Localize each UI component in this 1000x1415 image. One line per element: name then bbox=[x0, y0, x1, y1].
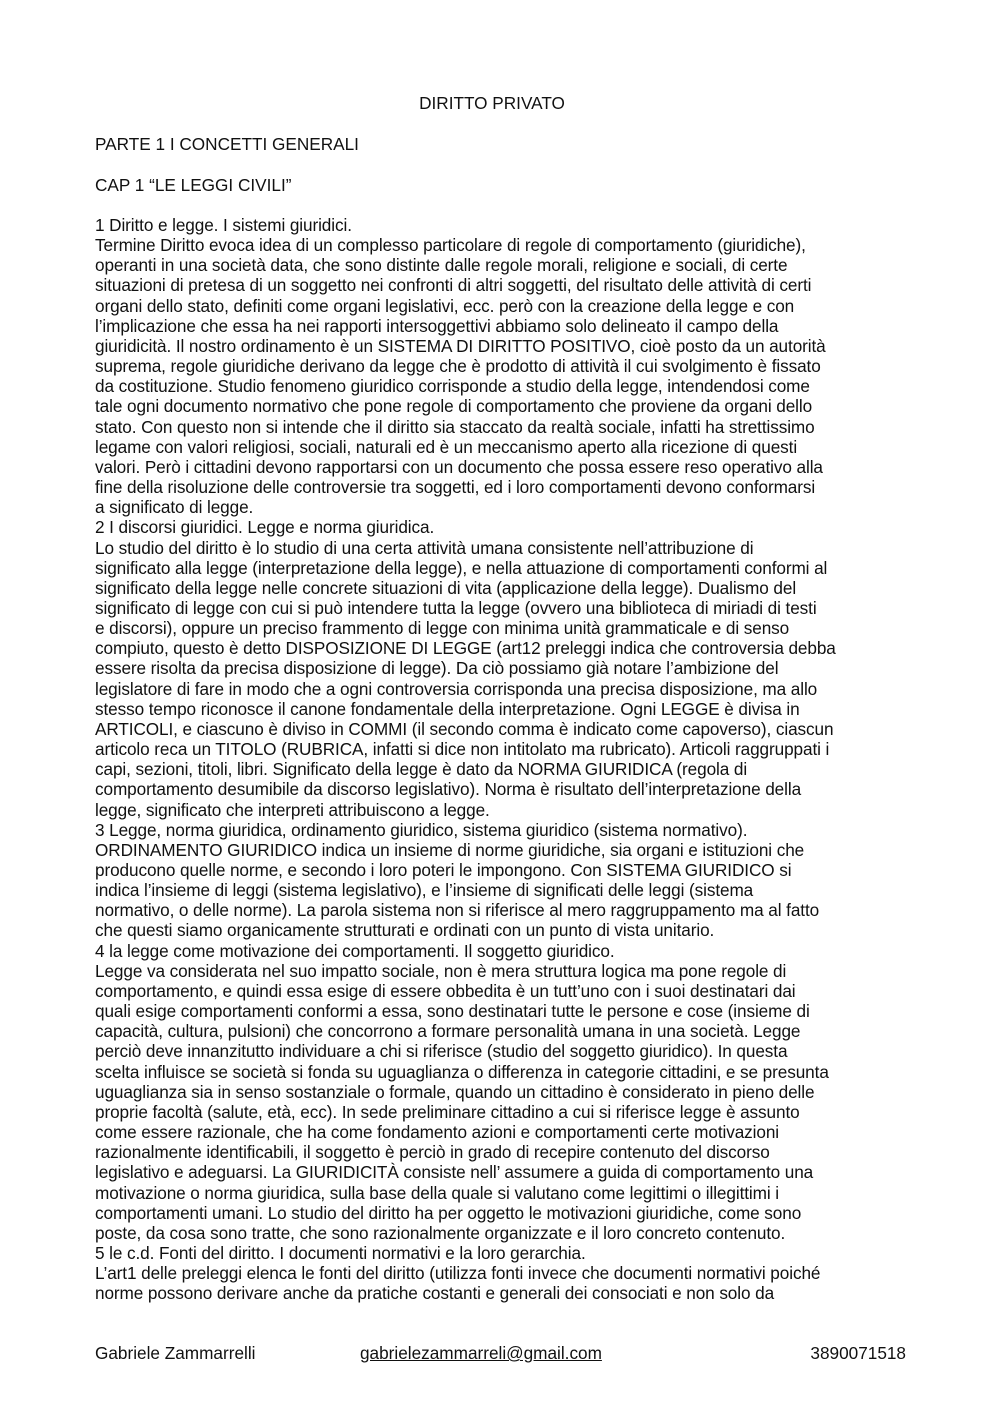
text-line: che questi siamo organicamente strutturati e ordinati con un punto di vista unitario. bbox=[95, 920, 715, 941]
text-line: suprema, regole giuridiche derivano da legge che è prodotto di attività il cui svolgimento è fissato bbox=[95, 356, 821, 377]
text-line: capi, sezioni, titoli, libri. Significato della legge è dato da NORMA GIURIDICA (regola di bbox=[95, 759, 748, 780]
text-line: operanti in una società data, che sono distinte dalle regole morali, religione e sociali, di certe bbox=[95, 255, 788, 276]
text-line: 4 la legge come motivazione dei comportamenti. Il soggetto giuridico. bbox=[95, 940, 615, 961]
text-line: giuridicità. Il nostro ordinamento è un SISTEMA DI DIRITTO POSITIVO, cioè posto da un autorità bbox=[95, 335, 826, 356]
text-line: comportamento, e quindi essa esige di essere obbedita è un tutt’uno con i suoi destinatari dai bbox=[95, 980, 796, 1001]
text-line: Lo studio del diritto è lo studio di una certa attività umana consistente nell’attribuzione di bbox=[95, 537, 754, 558]
chapter-heading: CAP 1 “LE LEGGI CIVILI” bbox=[95, 175, 292, 195]
text-line: motivazione o norma giuridica, sulla base della quale si valutano come legittimi o illegittimi i bbox=[95, 1182, 779, 1203]
text-line: L’art1 delle preleggi elenca le fonti del diritto (utilizza fonti invece che documenti normativi poiché bbox=[95, 1263, 821, 1284]
text-line: legislativo e adeguarsi. La GIURIDICITÀ consiste nell’ assumere a guida di comportamento una bbox=[95, 1162, 814, 1183]
text-line: legge, significato che interpreti attribuiscono a legge. bbox=[95, 799, 490, 820]
text-line: producono quelle norme, e secondo i loro poteri le impongono. Con SISTEMA GIURIDICO si bbox=[95, 860, 792, 880]
text-line: fine della risoluzione delle controversie tra soggetti, ed i loro comportamenti devono conformarsi bbox=[95, 477, 816, 498]
text-line: 5 le c.d. Fonti del diritto. I documenti normativi e la loro gerarchia. bbox=[95, 1242, 586, 1263]
text-line: organi dello stato, definiti come organi legislativi, ecc. però con la creazione della legge e con bbox=[95, 295, 795, 316]
text-line: perciò deve innanzitutto individuare a chi si riferisce (studio del soggetto giuridico). In questa bbox=[95, 1041, 788, 1062]
document-title: DIRITTO PRIVATO bbox=[419, 93, 565, 113]
text-line: valori. Però i cittadini devono rapportarsi con un documento che possa essere reso operativo alla bbox=[95, 456, 823, 477]
text-line: tale ogni documento normativo che pone regole di comportamento che proviene da organi dello bbox=[95, 396, 813, 417]
text-line: 1 Diritto e legge. I sistemi giuridici. bbox=[95, 215, 352, 235]
text-line: norme possono derivare anche da pratiche costanti e generali dei consociati e non solo da bbox=[95, 1283, 775, 1304]
text-line: Termine Diritto evoca idea di un complesso particolare di regole di comportamento (giuridiche), bbox=[95, 235, 806, 256]
text-line: quali esige comportamenti conformi a essa, sono destinatari tutte le persone e cose (insieme di bbox=[95, 1001, 810, 1022]
text-line: normativo, o delle norme). La parola sistema non si riferisce al mero raggruppamento ma al fatto bbox=[95, 900, 820, 921]
text-line: significato di legge con cui si può intendere tutta la legge (ovvero una biblioteca di miriadi di testi bbox=[95, 597, 817, 618]
text-line: legislatore di fare in modo che a ogni controversia corrisponda una precisa disposizione, ma allo bbox=[95, 678, 818, 699]
text-line: situazioni di pretesa di un soggetto nei confronti di altri soggetti, del risultato delle attività di certi bbox=[95, 275, 812, 296]
text-line: e discorsi), oppure un preciso frammento di legge con minima unità grammaticale e di senso bbox=[95, 618, 790, 639]
text-line: comportamenti umani. Lo studio del diritto ha per oggetto le motivazioni giuridiche, come sono bbox=[95, 1202, 802, 1223]
text-line: proprie facoltà (salute, età, ecc). In sede preliminare cittadino a cui si riferisce legge è assunto bbox=[95, 1101, 800, 1122]
author-phone: 3890071518 bbox=[810, 1343, 906, 1363]
body-text bbox=[95, 215, 915, 1303]
text-line: Legge va considerata nel suo impatto sociale, non è mera struttura logica ma pone regole di bbox=[95, 960, 787, 981]
text-line: uguaglianza sia in senso sostanziale o formale, quando un cittadino è considerato in pieno delle bbox=[95, 1081, 815, 1102]
text-line: essere risolta da precisa disposizione di legge). Da ciò possiamo già notare l’ambizione del bbox=[95, 658, 779, 679]
text-line: significato alla legge (interpretazione della legge), e nella attuazione di comportamenti conformi al bbox=[95, 557, 828, 578]
text-line: ORDINAMENTO GIURIDICO indica un insieme di norme giuridiche, sia organi e istituzioni che bbox=[95, 839, 805, 860]
text-line: compiuto, questo è detto DISPOSIZIONE DI LEGGE (art12 preleggi indica che controversia debba bbox=[95, 638, 836, 659]
text-line: significato della legge nelle concrete situazioni di vita (applicazione della legge). Dualismo del bbox=[95, 577, 797, 598]
text-line: stesso tempo riconosce il canone fondamentale della interpretazione. Ogni LEGGE è divisa in bbox=[95, 698, 800, 719]
author-email-link[interactable]: gabrielezammarreli@gmail.com bbox=[360, 1343, 602, 1363]
text-line: da costituzione. Studio fenomeno giuridico corrisponde a studio della legge, intendendosi come bbox=[95, 376, 810, 397]
author-name: Gabriele Zammarrelli bbox=[95, 1343, 256, 1363]
text-line: indica l’insieme di leggi (sistema legislativo), e l’insieme di significati delle leggi (sistema bbox=[95, 880, 754, 901]
part-heading: PARTE 1 I CONCETTI GENERALI bbox=[95, 134, 359, 154]
text-line: a significato di legge. bbox=[95, 497, 254, 518]
text-line: ARTICOLI, e ciascuno è diviso in COMMI (il secondo comma è indicato come capoverso), ciascun bbox=[95, 718, 834, 739]
text-line: l’implicazione che essa ha nei rapporti intersoggettivi abbiamo solo delineato il campo della bbox=[95, 315, 779, 336]
page-footer bbox=[95, 1342, 906, 1364]
text-line: razionalmente identificabili, il soggetto è perciò in grado di recepire contenuto del discorso bbox=[95, 1142, 770, 1163]
text-line: comportamento desumibile da discorso legislativo). Norma è risultato dell’interpretazione della bbox=[95, 779, 802, 800]
text-line: poste, da cosa sono tratte, che sono razionalmente organizzate e il loro concreto contenuto. bbox=[95, 1222, 786, 1243]
text-line: 2 I discorsi giuridici. Legge e norma giuridica. bbox=[95, 517, 435, 538]
text-line: come essere razionale, che ha come fondamento azioni e comportamenti certe motivazioni bbox=[95, 1122, 780, 1143]
text-line: articolo reca un TITOLO (RUBRICA, infatti si dice non intitolato ma rubricato). Articoli raggruppati i bbox=[95, 739, 830, 760]
text-line: 3 Legge, norma giuridica, ordinamento giuridico, sistema giuridico (sistema normativo). bbox=[95, 819, 748, 840]
text-line: stato. Con questo non si intende che il diritto sia staccato da realtà sociale, infatti ha strettissimo bbox=[95, 416, 815, 437]
text-line: scelta influisce se società si fonda su uguaglianza o differenza in categorie cittadini, e se presunta bbox=[95, 1061, 829, 1082]
text-line: legame con valori religiosi, sociali, naturali ed è un meccanismo aperto alla ricezione di questi bbox=[95, 436, 798, 457]
text-line: capacità, cultura, pulsioni) che concorrono a formare personalità umana in una società. Legge bbox=[95, 1021, 801, 1042]
